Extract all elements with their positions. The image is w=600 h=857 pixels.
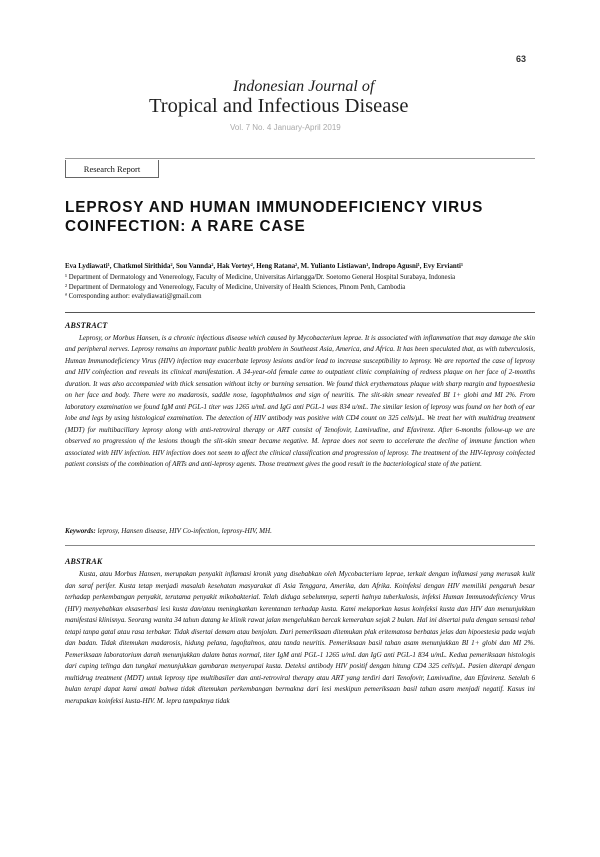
- affiliation-1: ¹ Department of Dermatology and Venereology, Faculty of Medicine, Universitas Airlangga/Dr. Soetomo General Hospital Surabaya, Indonesia: [65, 274, 456, 281]
- author-list: Eva Lydiawati¹, Chatkmol Sirithida², Sou Vannda², Hak Vortey², Heng Ratana², M. Yulianto Listiawan¹, Indropo Agusni¹, Evy Ervianti¹: [65, 263, 464, 270]
- article-title: LEPROSY AND HUMAN IMMUNODEFICIENCY VIRUS COINFECTION: A RARE CASE: [65, 199, 484, 235]
- abstract-text: Leprosy, or Morbus Hansen, is a chronic infectious disease which caused by Mycobacterium leprae. It is associated with inflammation that may damage the skin and peripheral nerves. Leprosy remains an important public health problem in Southeast Asia, America, and Africa. It has been speculated that, as with tuberculosis, Human Immunodeficiency Virus (HIV) infection may exacerbate leprosy lesions and/or lead to increase susceptibility to leprosy. We are reported the case of leprosy and HIV coinfection and reveals its clinical manifestation. A 34-year-old female came to outpatient clinic complaining of redness plaque on her face of 2-months duration. It was also accompanied with thick sensation without itchy or burning sensation. We found thick erythematous plaque with sharp margin and hypoesthesia on her face and body. There were no madarosis, saddle nose, lagophthalmos and sign of neuritis. The slit-skin smear revealed BI 1+ globi and MI 2%. From laboratory examination we found IgM anti PGL-1 titer was 1265 u/mL and IgG anti PGL-1 was 834 u/mL. The similar lesion of leprosy was found on her both of ear lobe and legs by using histological examination. The detection of HIV antibody was positive with CD4 count on 325 cells/μL. We treat her with multidrug treatment (MDT) for multibacillary leprosy along with anti-retroviral therapy or ART consist of Tenofovir, Lamivudine, and Efavirenz. After 6-months follow-up we are observed no progression of the lesions though the slit-skin smear became negative. M. leprae does not seem to accelerate the decline of immune function when associated with HIV infection. HIV infection does not seem to affect the clinical classification and progression of leprosy. The treatment of the HIV-leprosy coinfected patient consists of the combination of ARTs and anti-leprosy agents. Those treatment gives the good result in the bacteriological state of the patient.: [65, 334, 535, 468]
- abstrak-text: Kusta, atau Morbus Hansen, merupakan penyakit inflamasi kronik yang disebabkan oleh Mycobacterium leprae, terkait dengan inflamasi yang merusak kulit dan saraf perifer. Kusta tetap menjadi masalah kesehatan masyarakat di Asia Tenggara, Amerika, dan Afrika. Koinfeksi dengan HIV memiliki pengaruh besar terhadap perkembangan penyakit, terutama penyakit mikobakterial. Telah diduga sebelumnya, seperti halnya tuberkulosis, infeksi Human Immunodeficiency Virus (HIV) menyebabkan eksaserbasi lesi kusta dan/atau meningkatkan kerentanan terhadap kusta. Kami melaporkan kasus koinfeksi kusta dan HIV dan menunjukkan manifestasi klinisnya. Seorang wanita 34 tahun datang ke klinik rawat jalan mengeluhkan bercak kemerahan sejak 2 bulan. Hal ini disertai pula dengan sensasi tebal tetapi tanpa gatal atau rasa terbakar. Tidak disertai demam atau benjolan. Dari pemeriksaan ditemukan plak eritematosa berbatas jelas dan hipoestesia pada wajah dan badan. Tidak ditemukan madarosis, hidung pelana, lagoftalmos, atau tanda neuritis. Pemeriksaan basil tahan asam menunjukkan BI 1+ globi dan MI 2%. Pemeriksaan laboratorium darah menunjukkan dalam batas normal, titer IgM anti PGL-1 1265 u/mL dan IgG anti PGL-1 834 u/mL. Kedua pemeriksaan histologis dari cuping telinga dan tungkai menunjukkan gambaran menyerupai kusta. Deteksi antibody HIV positif dengan hitung CD4 325 cells/μL. Pasien diterapi dengan multidrug treatment (MDT) untuk leprosy tipe multibasiler dan anti-retroviral therapy atau ART yang terdiri dari Tenofovir, Lamivudine, dan Efavirenz. Setelah 6 bulan terapi dapat kami amati bahwa tidak ditemukan perkembangan bermakna dari lesi meskipun pemeriksaan basil tahan asam menjadi negatif. Kasus ini merupakan koinfeksi kusta-HIV. M. lepra tampaknya tidak: [65, 570, 535, 706]
- header-rule: [65, 158, 535, 159]
- journal-name-line1: Indonesian Journal of: [233, 78, 375, 95]
- journal-name-line2: Tropical and Infectious Disease: [149, 95, 409, 117]
- keywords-label: Keywords:: [65, 527, 96, 535]
- corresponding-author: ª Corresponding author: evalydiawati@gmail.com: [65, 293, 202, 300]
- keywords-rule: [65, 545, 535, 546]
- page-number: 63: [515, 54, 526, 64]
- journal-volume: Vol. 7 No. 4 January-April 2019: [230, 123, 341, 132]
- abstract-section: [65, 321, 535, 470]
- abstrak-heading: ABSTRAK: [65, 557, 103, 566]
- keywords: [65, 526, 535, 536]
- abstract-heading: ABSTRACT: [65, 321, 108, 330]
- keywords-text: leprosy, Hansen disease, HIV Co-infection, leprosy-HIV, MH.: [95, 527, 272, 535]
- affiliation-2: ² Department of Dermatology and Venereology, Faculty of Medicine, University of Health Sciences, Phnom Penh, Cambodia: [65, 283, 406, 291]
- affiliations: [65, 273, 545, 302]
- section-label: Research Report: [65, 160, 159, 178]
- abstract-rule: [65, 312, 535, 313]
- journal-header: [149, 78, 449, 132]
- abstrak-section: [65, 557, 535, 708]
